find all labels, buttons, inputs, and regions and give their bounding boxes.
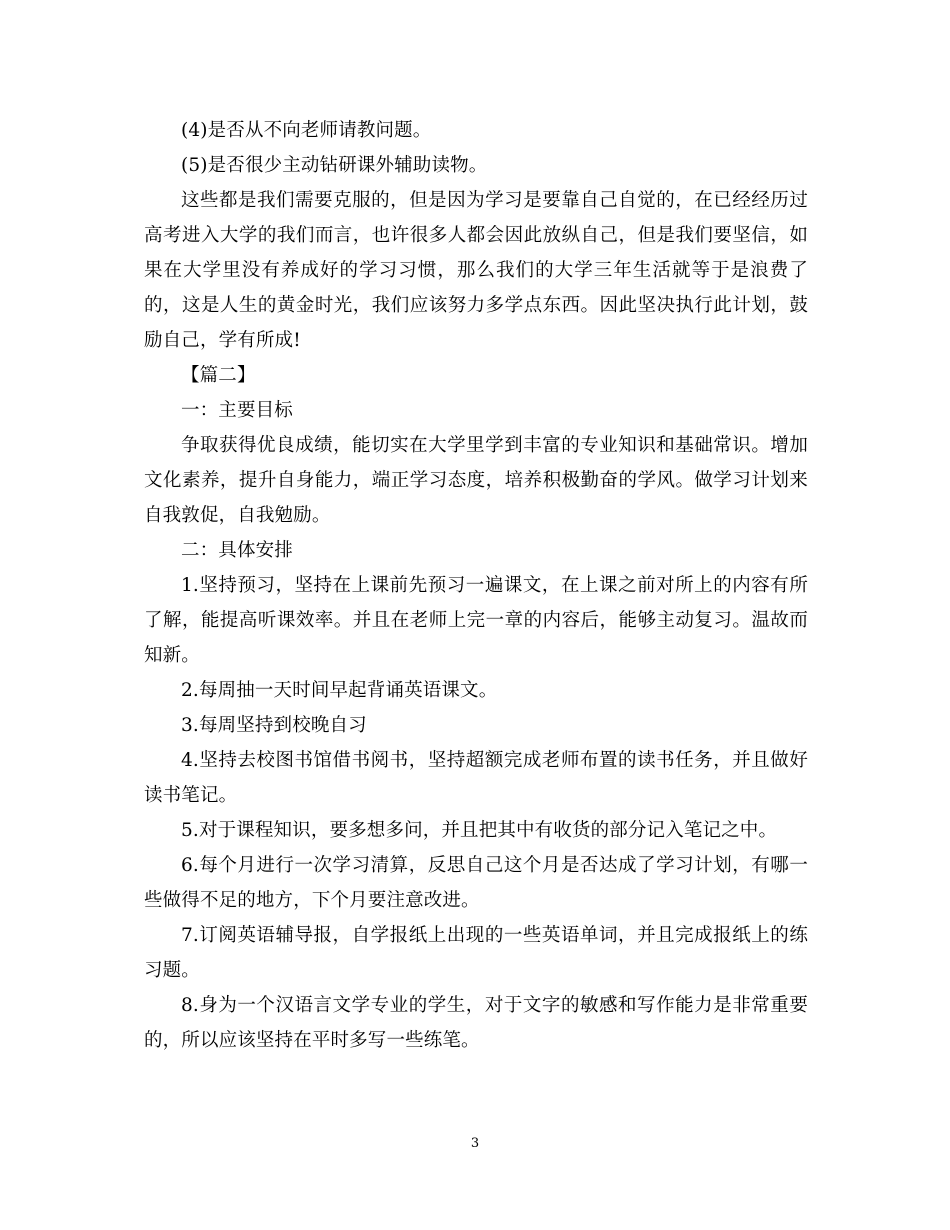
list-item-8: 8.身为一个汉语言文学专业的学生，对于文字的敏感和写作能力是非常重要的，所以应该坚持在平时多写一些练笔。 [144, 995, 808, 1051]
list-item-3: 3.每周坚持到校晚自习 [181, 715, 367, 736]
list-item-4: 4.坚持去校图书馆借书阅书，坚持超额完成老师布置的读书任务，并且做好读书笔记。 [144, 750, 808, 806]
list-item-2: 2.每周抽一天时间早起背诵英语课文。 [181, 680, 498, 701]
list-item-7: 7.订阅英语辅导报，自学报纸上出现的一些英语单词，并且完成报纸上的练习题。 [144, 925, 808, 981]
paragraph-item-4: (4)是否从不向老师请教问题。 [181, 120, 432, 141]
list-item-6: 6.每个月进行一次学习清算，反思自己这个月是否达成了学习计划，有哪一些做得不足的地方，下个月要注意改进。 [144, 855, 808, 911]
document-body [144, 113, 808, 1058]
list-item-1: 1.坚持预习，坚持在上课前先预习一遍课文，在上课之前对所上的内容有所了解，能提高听课效率。并且在老师上完一章的内容后，能够主动复习。温故而知新。 [144, 575, 808, 666]
paragraph-main-goals: 争取获得优良成绩，能切实在大学里学到丰富的专业知识和基础常识。增加文化素养，提升自身能力，端正学习态度，培养积极勤奋的学风。做学习计划来自我敦促，自我勉励。 [144, 435, 808, 526]
paragraph-item-5: (5)是否很少主动钻研课外辅助读物。 [181, 155, 488, 176]
list-item-5: 5.对于课程知识，要多想多问，并且把其中有收货的部分记入笔记之中。 [181, 820, 778, 841]
section-heading-part-two: 【篇二】 [181, 365, 256, 386]
page-number: 3 [470, 1136, 480, 1151]
subheading-main-goals: 一：主要目标 [181, 400, 293, 421]
paragraph-conclusion: 这些都是我们需要克服的，但是因为学习是要靠自己自觉的，在已经经历过高考进入大学的我们而言，也许很多人都会因此放纵自己，但是我们要坚信，如果在大学里没有养成好的学习习惯，那么我们的大学三年生活就等于是浪费了的，这是人生的黄金时光，我们应该努力多学点东西。因此坚决执行此计划，鼓励自己，学有所成! [144, 190, 808, 351]
subheading-specific-arrangements: 二：具体安排 [181, 540, 293, 561]
